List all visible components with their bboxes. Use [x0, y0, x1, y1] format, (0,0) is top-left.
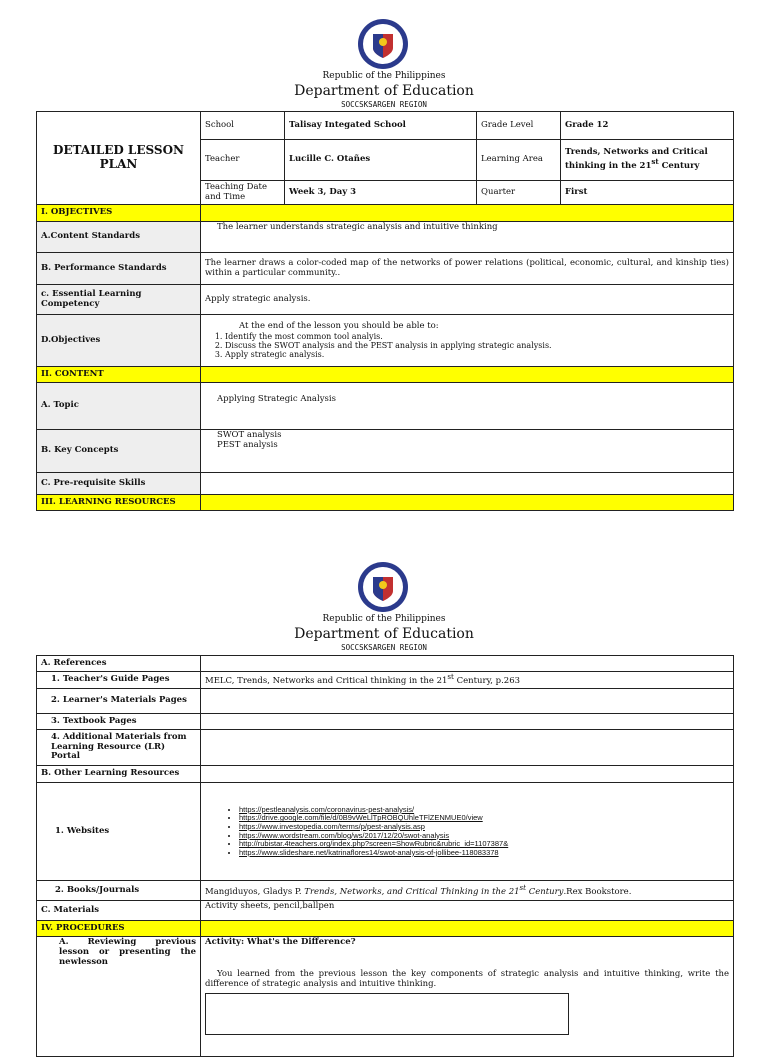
- teachers-guide-value: MELC, Trends, Networks and Critical thinking in the 21st Century, p.263: [201, 672, 734, 689]
- website-link[interactable]: • https://drive.google.com/file/d/0B9vWeLlTpROBQUhleTFlZENMUE0/view: [239, 814, 729, 823]
- topic-value: Applying Strategic Analysis: [201, 383, 734, 430]
- objectives-heading: I. OBJECTIVES: [37, 205, 201, 222]
- school-label: School: [201, 112, 285, 140]
- performance-standards-label: B. Performance Standards: [37, 253, 201, 285]
- textbook-pages-label: 3. Textbook Pages: [37, 714, 201, 730]
- key-concept: SWOT analysis: [217, 430, 282, 440]
- website-link[interactable]: • https://www.slideshare.net/katrinaflores14/swot-analysis-of-jollibee-118083378: [239, 849, 729, 858]
- deped-seal-logo: [357, 18, 409, 70]
- learners-materials-label: 2. Learner's Materials Pages: [37, 689, 201, 714]
- plan-title: DETAILED LESSON PLAN: [37, 112, 201, 205]
- references-label: A. References: [37, 656, 201, 672]
- books-label: 2. Books/Journals: [37, 881, 201, 901]
- teacher-label: Teacher: [201, 140, 285, 181]
- key-concepts-value: [201, 430, 734, 473]
- content-standards-value: The learner understands strategic analysis and intuitive thinking: [201, 222, 734, 253]
- additional-materials-label: 4. Additional Materials from Learning Resource (LR) Portal: [37, 730, 201, 766]
- learning-resources-heading: III. LEARNING RESOURCES: [37, 495, 201, 511]
- republic-line: Republic of the Philippines: [322, 614, 446, 624]
- content-standards-label: A.Content Standards: [37, 222, 201, 253]
- objectives-label: D.Objectives: [37, 315, 201, 367]
- lesson-plan-table-page1: [36, 111, 734, 511]
- materials-value: Activity sheets, pencil,ballpen: [201, 901, 734, 921]
- region-line: SOCCSKSARGEN REGION: [341, 643, 427, 652]
- topic-label: A. Topic: [37, 383, 201, 430]
- website-link[interactable]: • https://pestleanalysis.com/coronavirus-pest-analysis/: [239, 806, 729, 815]
- materials-label: C. Materials: [37, 901, 201, 921]
- activity-text: You learned from the previous lesson the key components of strategic analysis and intuitive thinking, write the difference of strategic analysis and intuitive thinking.: [205, 968, 729, 989]
- deped-seal-logo: [357, 561, 409, 613]
- date-label: Teaching Date and Time: [201, 181, 285, 205]
- department-title: Department of Education: [294, 626, 474, 642]
- competency-value: Apply strategic analysis.: [201, 285, 734, 315]
- competency-label: c. Essential Learning Competency: [37, 285, 201, 315]
- review-activity: [201, 937, 734, 1057]
- procedures-heading: IV. PROCEDURES: [37, 921, 201, 937]
- objective-item: 1. Identify the most common tool analyis.: [225, 332, 729, 341]
- grade-label: Grade Level: [477, 112, 561, 140]
- date-value: Week 3, Day 3: [285, 181, 477, 205]
- content-heading: II. CONTENT: [37, 367, 201, 383]
- key-concept: PEST analysis: [217, 439, 278, 450]
- website-link[interactable]: • https://www.investopedia.com/terms/p/pest-analysis.asp: [239, 823, 729, 832]
- prereq-skills-label: C. Pre-requisite Skills: [37, 473, 201, 495]
- objective-item: 3. Apply strategic analysis.: [225, 350, 729, 359]
- answer-box[interactable]: [205, 993, 569, 1035]
- teacher-value: Lucille C. Otañes: [285, 140, 477, 181]
- teachers-guide-label: 1. Teacher's Guide Pages: [37, 672, 201, 689]
- activity-title: Activity: What's the Difference?: [205, 937, 356, 947]
- area-value: Trends, Networks and Critical thinking in the 21st Century: [561, 140, 734, 181]
- objective-item: 2. Discuss the SWOT analysis and the PEST analysis in applying strategic analysis.: [225, 341, 729, 350]
- performance-standards-value: The learner draws a color-coded map of the networks of power relations (political, economic, cultural, and kinship ties) within a particular community..: [201, 253, 734, 285]
- objectives-list: [201, 315, 734, 367]
- website-link[interactable]: • https://www.wordstream.com/blog/ws/2017/12/20/swot-analysis: [239, 832, 729, 841]
- websites-label: 1. Websites: [37, 783, 201, 881]
- objectives-intro: At the end of the lesson you should be able to:: [239, 320, 439, 331]
- department-title: Department of Education: [294, 83, 474, 99]
- key-concepts-label: B. Key Concepts: [37, 430, 201, 473]
- lesson-plan-table-page2: [36, 655, 734, 1057]
- books-value: Mangiduyos, Gladys P. Trends, Networks, and Critical Thinking in the 21st Century.Rex Bookstore.: [201, 881, 734, 901]
- review-label: A. Reviewing previous lesson or presenting the newlesson: [37, 937, 201, 1057]
- area-label: Learning Area: [477, 140, 561, 181]
- republic-line: Republic of the Philippines: [322, 71, 446, 81]
- quarter-label: Quarter: [477, 181, 561, 205]
- website-link[interactable]: • http://rubistar.4teachers.org/index.php?screen=ShowRubric&rubric_id=1107387&: [239, 840, 729, 849]
- region-line: SOCCSKSARGEN REGION: [341, 100, 427, 109]
- other-resources-label: B. Other Learning Resources: [37, 766, 201, 783]
- school-value: Talisay Integated School: [285, 112, 477, 140]
- websites-list: [201, 783, 734, 881]
- quarter-value: First: [561, 181, 734, 205]
- grade-value: Grade 12: [561, 112, 734, 140]
